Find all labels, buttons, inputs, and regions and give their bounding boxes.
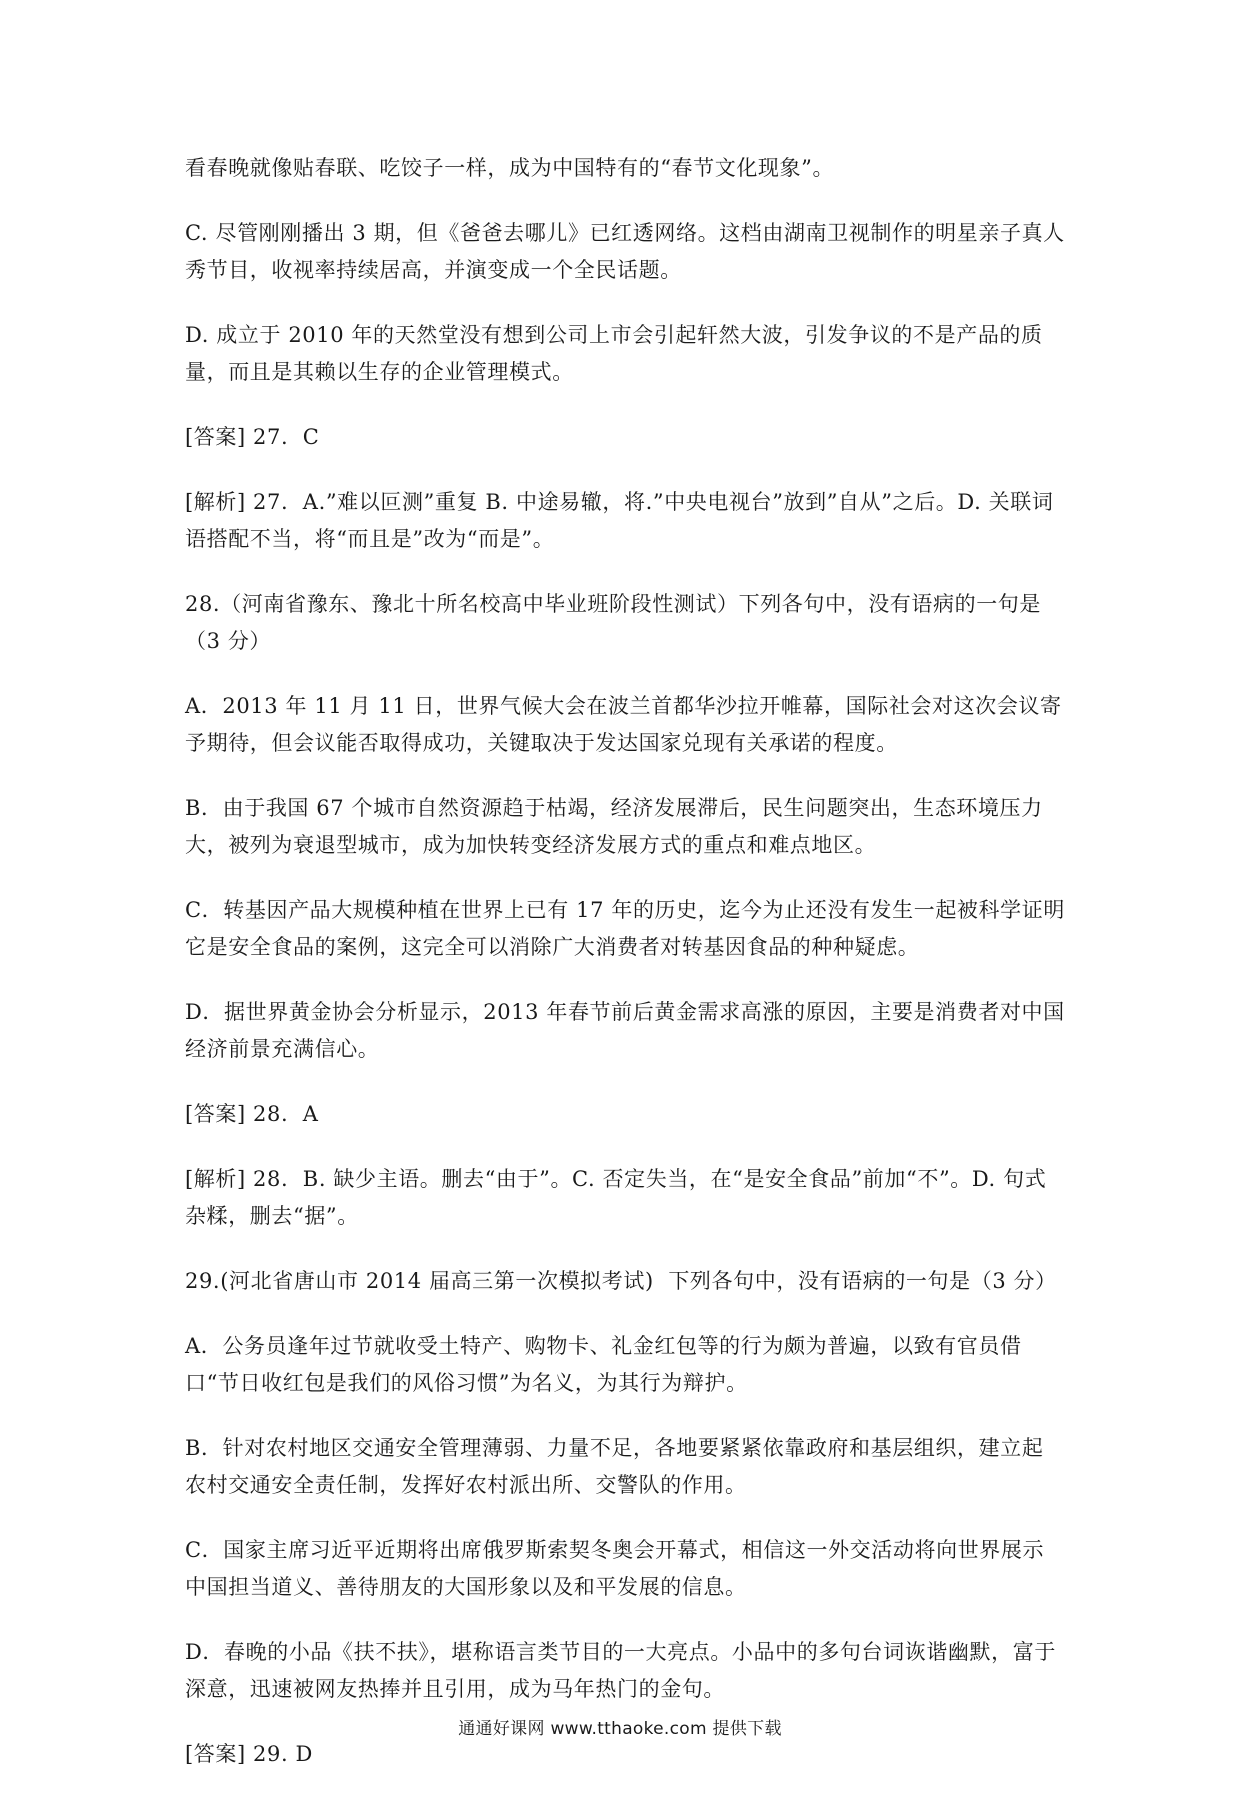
paragraph-answer-27: [答案] 27. C	[185, 425, 320, 449]
paragraph-question-28-stem: 28.（河南省豫东、豫北十所名校高中毕业班阶段性测试）下列各句中，没有语病的一句是（3 分）	[185, 592, 1041, 653]
paragraph-question-27-option-d: D. 成立于 2010 年的天然堂没有想到公司上市会引起轩然大波，引发争议的不是产品的质量，而且是其赖以生存的企业管理模式。	[185, 323, 1043, 384]
document-body	[185, 150, 1065, 1801]
paragraph-question-29-option-a: A．公务员逢年过节就收受土特产、购物卡、礼金红包等的行为颇为普遍，以致有官员借口“节日收红包是我们的风俗习惯”为名义，为其行为辩护。	[185, 1334, 1022, 1395]
paragraph-question-29-stem: 29.(河北省唐山市 2014 届高三第一次模拟考试) 下列各句中，没有语病的一句是（3 分）	[185, 1269, 1057, 1293]
paragraph-analysis-27: [解析] 27. A.”难以叵测”重复 B. 中途易辙，将.”中央电视台”放到”自从”之后。D. 关联词语搭配不当，将“而且是”改为“而是”。	[185, 490, 1054, 551]
paragraph-analysis-28: [解析] 28. B. 缺少主语。删去“由于”。C. 否定失当，在“是安全食品”前加“不”。D. 句式杂糅，删去“据”。	[185, 1167, 1047, 1228]
paragraph-question-27-option-c: C. 尽管刚刚播出 3 期，但《爸爸去哪儿》已红透网络。这档由湖南卫视制作的明星亲子真人秀节目，收视率持续居高，并演变成一个全民话题。	[185, 221, 1065, 282]
paragraph-question-27-stem-end: 看春晚就像贴春联、吃饺子一样，成为中国特有的“春节文化现象”。	[185, 156, 835, 180]
page-footer: 通通好课网 www.tthaoke.com 提供下载	[458, 1719, 782, 1739]
paragraph-question-28-option-c: C．转基因产品大规模种植在世界上已有 17 年的历史，迄今为止还没有发生一起被科学证明它是安全食品的案例，这完全可以消除广大消费者对转基因食品的种种疑虑。	[185, 898, 1065, 959]
paragraph-answer-29: [答案] 29. D	[185, 1742, 313, 1766]
paragraph-answer-28: [答案] 28. A	[185, 1102, 319, 1126]
paragraph-question-29-option-b: B．针对农村地区交通安全管理薄弱、力量不足，各地要紧紧依靠政府和基层组织，建立起农村交通安全责任制，发挥好农村派出所、交警队的作用。	[185, 1436, 1044, 1497]
paragraph-question-29-option-d: D．春晚的小品《扶不扶》，堪称语言类节目的一大亮点。小品中的多句台词诙谐幽默，富于深意，迅速被网友热捧并且引用，成为马年热门的金句。	[185, 1640, 1056, 1701]
paragraph-question-28-option-b: B．由于我国 67 个城市自然资源趋于枯竭，经济发展滞后，民生问题突出，生态环境压力大，被列为衰退型城市，成为加快转变经济发展方式的重点和难点地区。	[185, 796, 1043, 857]
paragraph-question-29-option-c: C．国家主席习近平近期将出席俄罗斯索契冬奥会开幕式，相信这一外交活动将向世界展示中国担当道义、善待朋友的大国形象以及和平发展的信息。	[185, 1538, 1045, 1599]
paragraph-question-28-option-a: A．2013 年 11 月 11 日，世界气候大会在波兰首都华沙拉开帷幕，国际社会对这次会议寄予期待，但会议能否取得成功，关键取决于发达国家兑现有关承诺的程度。	[185, 694, 1062, 755]
paragraph-question-28-option-d: D．据世界黄金协会分析显示，2013 年春节前后黄金需求高涨的原因，主要是消费者对中国经济前景充满信心。	[185, 1000, 1065, 1061]
